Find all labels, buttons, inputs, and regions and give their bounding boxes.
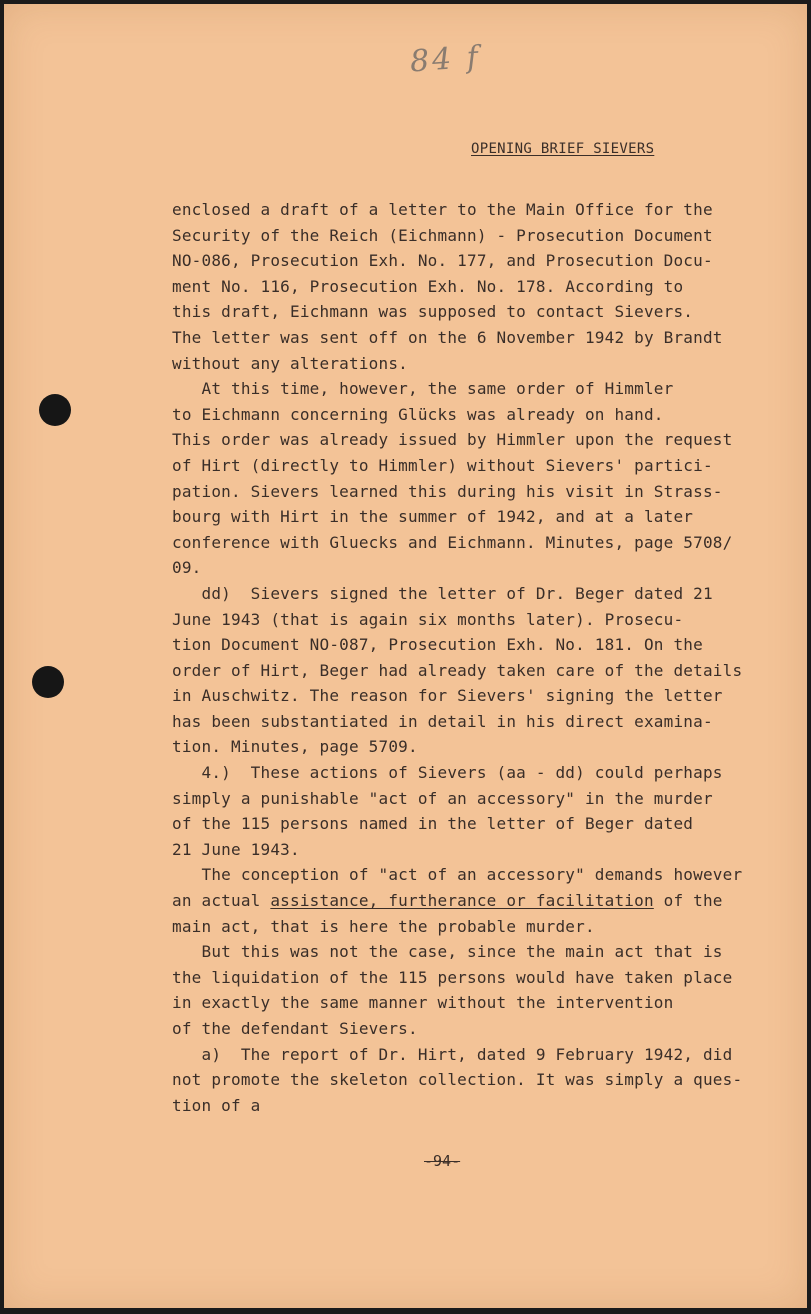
punch-hole-bottom: [32, 666, 64, 698]
page-number: -94-: [424, 1152, 461, 1170]
text-line: At this time, however, the same order of Himmler: [172, 379, 674, 399]
text-line: This order was already issued by Himmler upon the request: [172, 430, 733, 450]
text-line: not promote the skeleton collection. It was simply a ques-: [172, 1070, 743, 1090]
text-line: has been substantiated in detail in his direct examina-: [172, 711, 713, 731]
text-line: main act, that is here the probable murder.: [172, 916, 595, 936]
punch-hole-top: [39, 394, 71, 426]
document-page: [4, 4, 807, 1308]
document-body: [172, 197, 762, 1118]
text-line: June 1943 (that is again six months later). Prosecu-: [172, 609, 684, 629]
text-line: the liquidation of the 115 persons would have taken place: [172, 967, 733, 987]
text-line: 09.: [172, 558, 202, 578]
text-line: in Auschwitz. The reason for Sievers' signing the letter: [172, 686, 723, 706]
text-line: The letter was sent off on the 6 November 1942 by Brandt: [172, 327, 723, 347]
text-line: 4.) These actions of Sievers (aa - dd) could perhaps: [172, 763, 723, 783]
text-line: to Eichmann concerning Glücks was already on hand.: [172, 404, 664, 424]
text-line: this draft, Eichmann was supposed to contact Sievers.: [172, 302, 694, 322]
text-line: enclosed a draft of a letter to the Main Office for the: [172, 200, 713, 219]
text-line: pation. Sievers learned this during his visit in Strass-: [172, 481, 723, 501]
text-line: without any alterations.: [172, 353, 408, 373]
text-line: 21 June 1943.: [172, 839, 300, 859]
text-line: order of Hirt, Beger had already taken care of the details: [172, 660, 743, 680]
text-line: simply a punishable "act of an accessory" in the murder: [172, 788, 713, 808]
text-line: conference with Gluecks and Eichmann. Minutes, page 5708/: [172, 532, 733, 552]
text-line: tion Document NO-087, Prosecution Exh. No. 181. On the: [172, 635, 703, 655]
text-segment: an actual: [172, 891, 271, 911]
text-line: ment No. 116, Prosecution Exh. No. 178. According to: [172, 276, 684, 296]
text-line: dd) Sievers signed the letter of Dr. Beger dated 21: [172, 583, 713, 603]
underlined-phrase: assistance, furtherance or facilitation: [270, 891, 654, 911]
text-line: [172, 888, 762, 914]
text-line: The conception of "act of an accessory" demands however: [172, 865, 743, 885]
text-line: of Hirt (directly to Himmler) without Sievers' partici-: [172, 455, 713, 475]
text-segment: of the: [653, 891, 723, 911]
text-line: a) The report of Dr. Hirt, dated 9 February 1942, did: [172, 1044, 733, 1064]
text-line: in exactly the same manner without the intervention: [172, 993, 674, 1013]
text-line: of the defendant Sievers.: [172, 1019, 418, 1038]
text-line: tion. Minutes, page 5709.: [172, 737, 418, 757]
text-line: But this was not the case, since the main act that is: [172, 942, 723, 962]
document-header: OPENING BRIEF SIEVERS: [471, 141, 655, 157]
text-line: of the 115 persons named in the letter of Beger dated: [172, 814, 694, 834]
text-line: NO-086, Prosecution Exh. No. 177, and Prosecution Docu-: [172, 251, 713, 271]
text-line: tion of a: [172, 1095, 261, 1115]
handwritten-page-number: 84 f: [408, 39, 482, 80]
text-line: bourg with Hirt in the summer of 1942, and at a later: [172, 507, 694, 527]
text-line: Security of the Reich (Eichmann) - Prosecution Document: [172, 225, 713, 245]
